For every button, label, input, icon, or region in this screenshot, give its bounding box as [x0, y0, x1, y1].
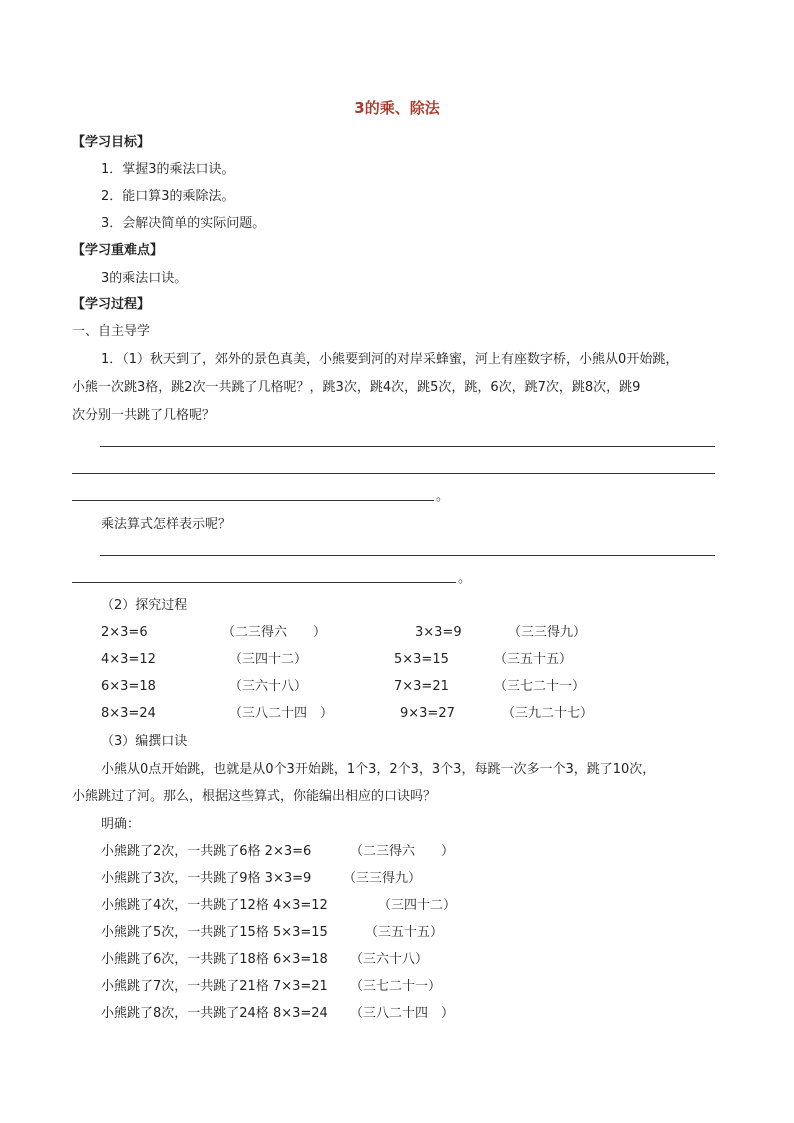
period: 。 [436, 489, 450, 504]
formula: （三八二十四 ） [350, 1006, 455, 1021]
formula: （三九二十七） [502, 706, 594, 721]
compose-heading: （3）编撰口诀 [101, 734, 188, 749]
answer-line [100, 555, 715, 556]
formula: （三四十二） [229, 652, 308, 667]
equation: 3×3=9 [415, 625, 462, 640]
formula: （三七二十一） [494, 679, 586, 694]
period: 。 [458, 571, 472, 586]
formula: （三三得九） [508, 625, 587, 640]
mult-question: 乘法算式怎样表示呢？ [101, 517, 232, 532]
formula: （二三得六 ） [350, 844, 455, 859]
page-title: 3的乘、除法 [354, 99, 440, 117]
clarify-line: 小熊跳了3次，一共跳了9格 3×3=9 [101, 871, 312, 886]
goal-item: 1．掌握3的乘法口诀。 [101, 162, 235, 177]
clarify-line: 小熊跳了4次，一共跳了12格 4×3=12 [101, 898, 328, 913]
goals-heading: 【学习目标】 [72, 135, 151, 150]
formula: （三五十五） [365, 925, 444, 940]
equation: 7×3=21 [394, 679, 449, 694]
process-heading: 【学习过程】 [72, 297, 151, 312]
equation: 6×3=18 [101, 679, 156, 694]
compose-text: 小熊从0点开始跳，也就是从0个3开始跳，1个3，2个3，3个3，每跳一次多一个3，跳了10次， [101, 762, 656, 777]
q1-line: 小熊一次跳3格，跳2次一共跳了几格呢？，跳3次，跳4次，跳5次，跳，6次，跳7次，跳8次，跳9 [72, 380, 641, 395]
clarify-line: 小熊跳了6次，一共跳了18格 6×3=18 [101, 952, 328, 967]
clarify-line: 小熊跳了8次，一共跳了24格 8×3=24 [101, 1006, 328, 1021]
compose-text: 小熊跳过了河。那么，根据这些算式，你能编出相应的口诀吗？ [72, 789, 437, 804]
equation: 2×3=6 [101, 625, 148, 640]
clarify-line: 小熊跳了2次，一共跳了6格 2×3=6 [101, 844, 312, 859]
q1-line: 1．（1）秋天到了，郊外的景色真美，小熊要到河的对岸采蜂蜜，河上有座数字桥，小熊从0开始跳， [101, 352, 679, 367]
answer-line [72, 500, 434, 501]
answer-line [100, 446, 715, 447]
equation: 4×3=12 [101, 652, 156, 667]
formula: （三六十八） [350, 952, 429, 967]
clarify-line: 小熊跳了7次，一共跳了21格 7×3=21 [101, 979, 328, 994]
formula: （三三得九） [343, 871, 422, 886]
part1-heading: 一、自主导学 [72, 324, 151, 339]
equation: 5×3=15 [394, 652, 449, 667]
formula: （三七二十一） [350, 979, 442, 994]
formula: （三四十二） [378, 898, 457, 913]
key-text: 3的乘法口诀。 [101, 271, 188, 286]
answer-line [72, 473, 715, 474]
key-heading: 【学习重难点】 [72, 243, 164, 258]
equation: 8×3=24 [101, 706, 156, 721]
goal-item: 2．能口算3的乘除法。 [101, 189, 235, 204]
formula: （三六十八） [229, 679, 308, 694]
explore-heading: （2）探究过程 [101, 598, 188, 613]
equation: 9×3=27 [400, 706, 455, 721]
formula: （三八二十四 ） [229, 706, 334, 721]
clarify-line: 小熊跳了5次，一共跳了15格 5×3=15 [101, 925, 328, 940]
q1-line: 次分别一共跳了几格呢？ [72, 408, 216, 423]
formula: （三五十五） [494, 652, 573, 667]
answer-line [72, 582, 456, 583]
clarify-label: 明确： [101, 817, 141, 832]
goal-item: 3．会解决简单的实际问题。 [101, 216, 266, 231]
formula: （二三得六 ） [222, 625, 327, 640]
